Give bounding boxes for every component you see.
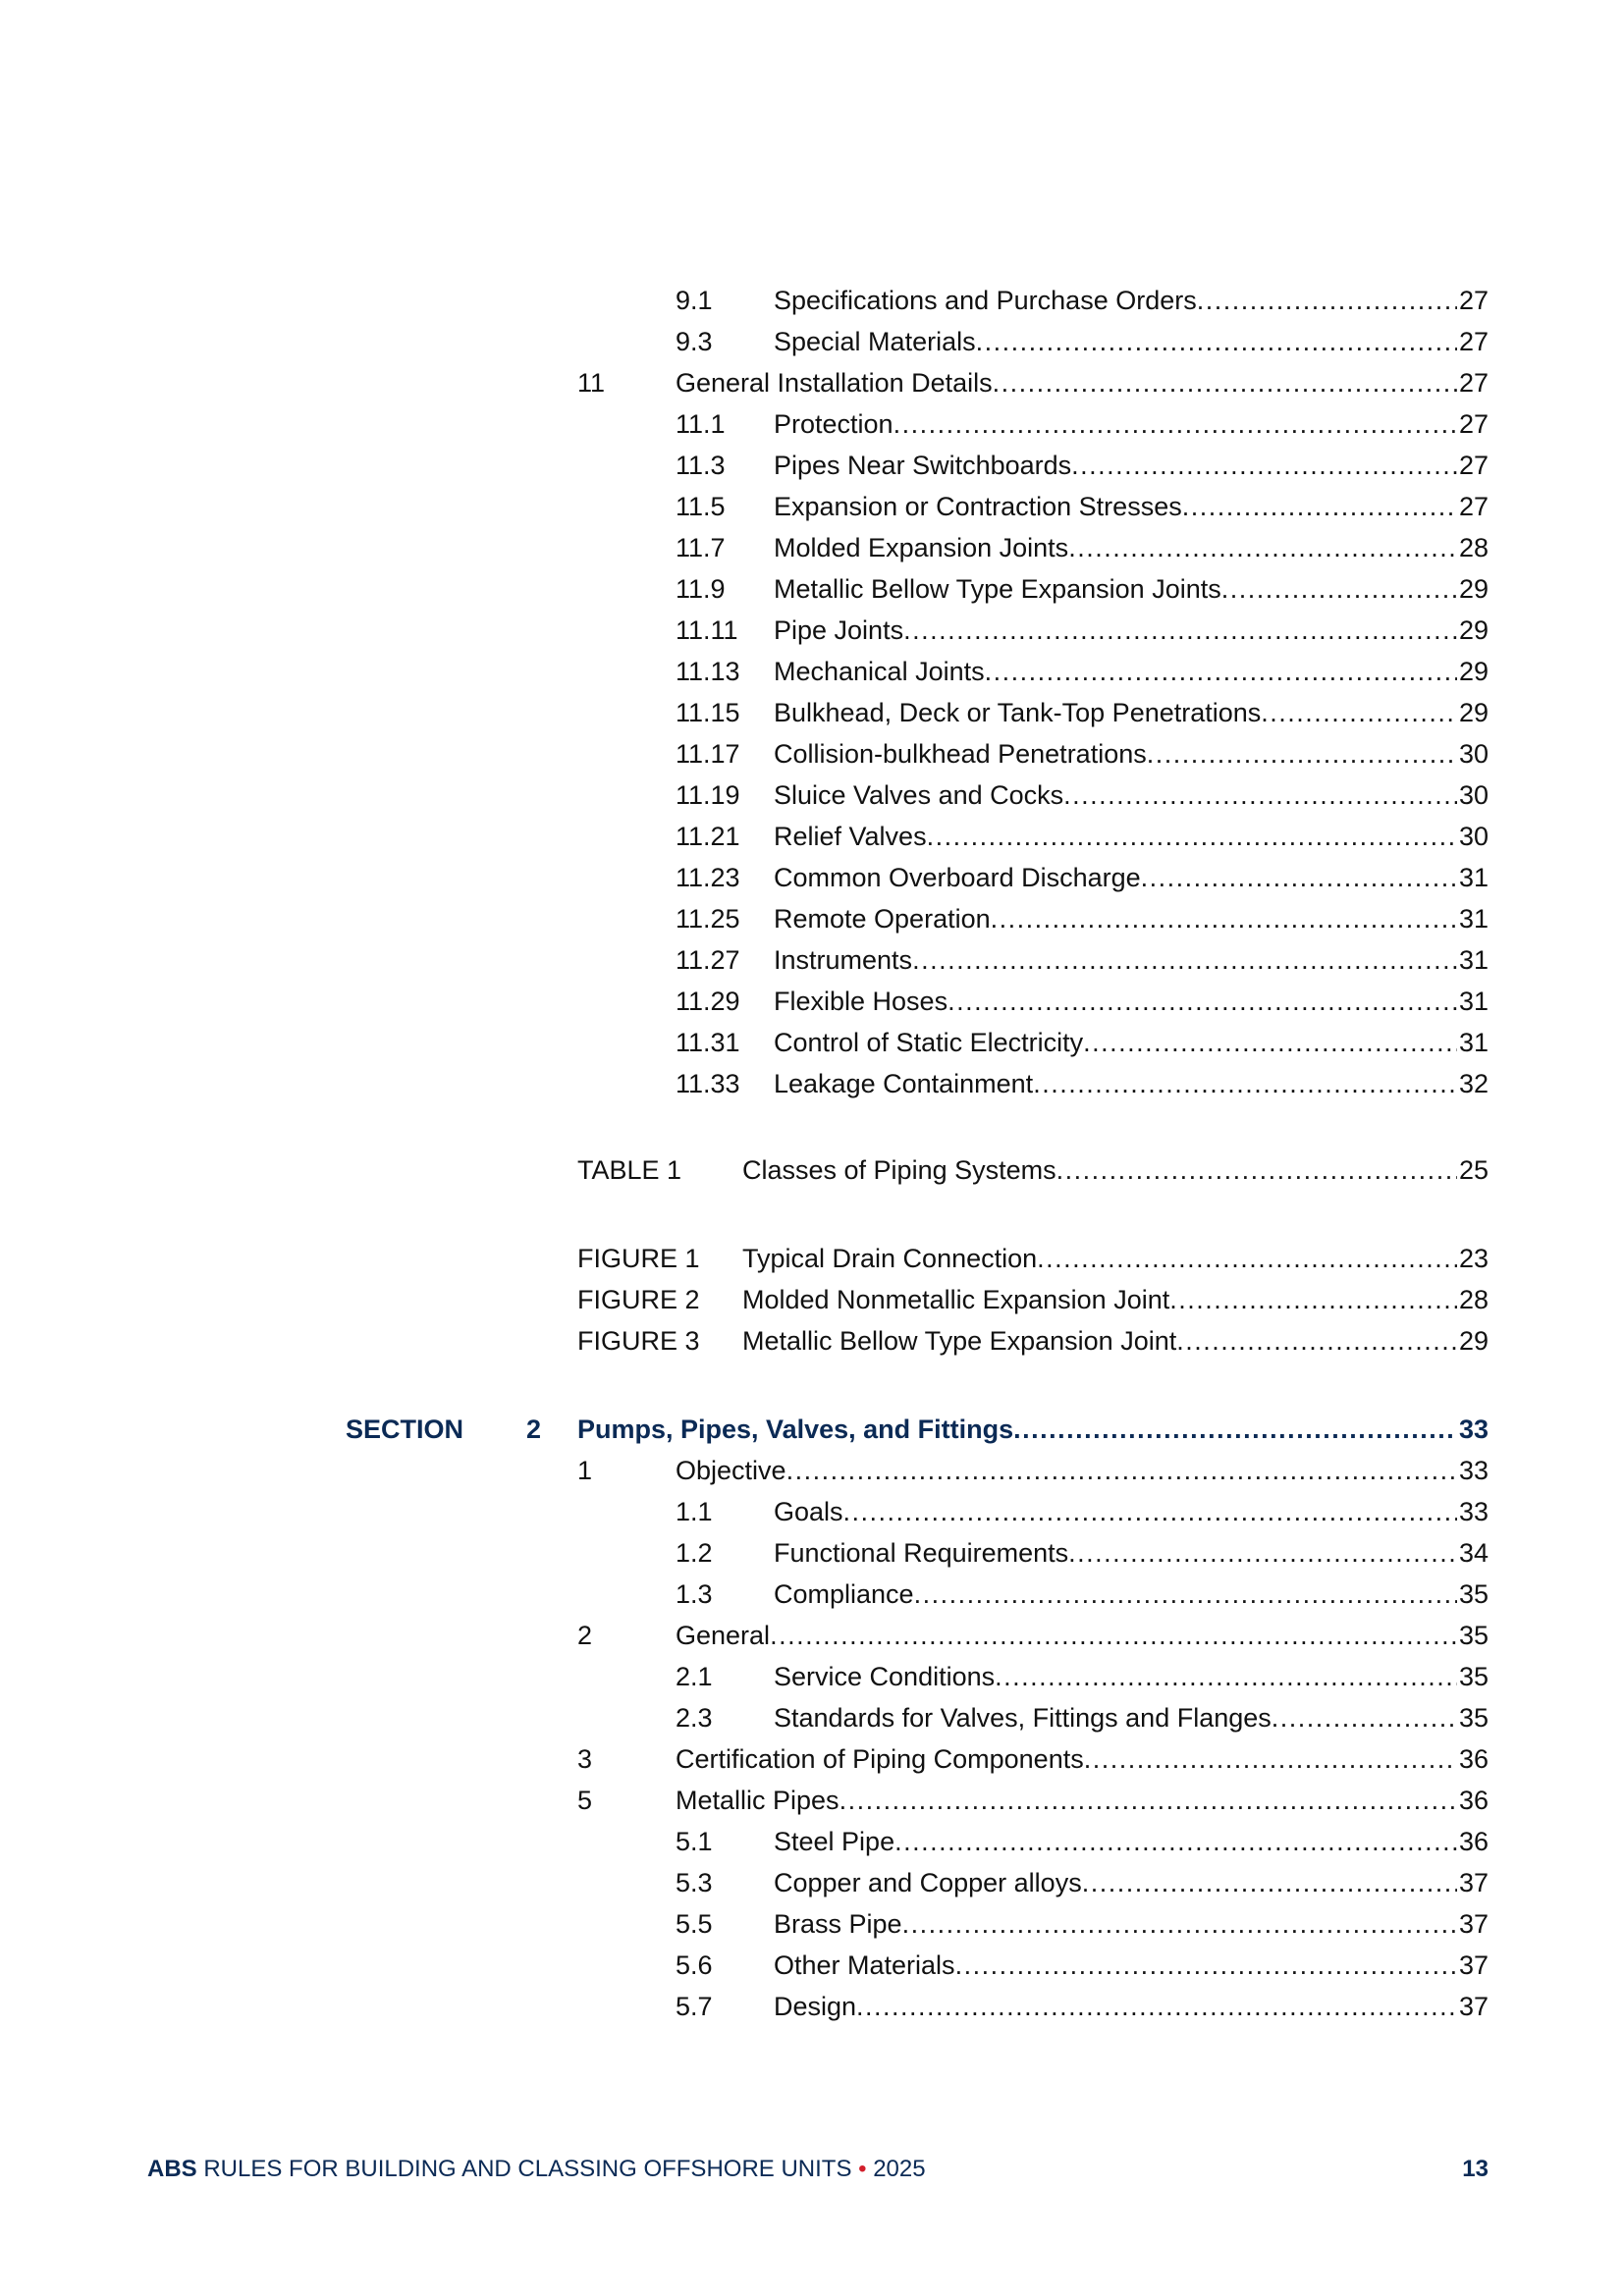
dot-leader [955,1946,1457,1985]
dot-leader [770,1616,1457,1655]
entry-title: Protection [774,409,893,439]
dot-leader [993,363,1457,402]
entry-number: 11.9 [676,574,726,604]
section-label: SECTION [346,1415,464,1444]
entry-number: 11.33 [676,1069,740,1098]
figure-title: Metallic Bellow Type Expansion Joint [742,1326,1177,1356]
dot-leader [893,404,1457,444]
figure-entry[interactable] [577,1321,1489,1361]
entry-number: 5.6 [676,1950,713,1980]
entry-title: Control of Static Electricity [774,1028,1084,1057]
entry-number: 5.7 [676,1992,713,2021]
dot-leader [1169,1280,1457,1319]
toc-entry[interactable] [676,446,1489,485]
section-title: Pumps, Pipes, Valves, and Fittings [577,1415,1014,1444]
toc-entry[interactable] [577,1739,1489,1779]
entry-page: 29 [1458,657,1489,686]
entry-page: 27 [1458,451,1489,480]
entry-page: 31 [1458,904,1489,934]
entry-number: 1 [577,1456,593,1485]
dot-leader [1141,858,1457,897]
dot-leader [1037,1239,1457,1278]
entry-number: 1.1 [676,1497,713,1526]
figure-title: Typical Drain Connection [742,1244,1038,1273]
toc-entry[interactable] [676,775,1489,815]
entry-number: 5.1 [676,1827,713,1856]
dot-leader [1182,487,1457,526]
toc-entry[interactable] [676,322,1489,361]
entry-number: 11.5 [676,492,726,521]
toc-entry[interactable] [577,1781,1489,1820]
entry-number: 2.3 [676,1703,713,1733]
entry-page: 34 [1458,1538,1489,1568]
entry-title: Functional Requirements [774,1538,1069,1568]
dot-leader [894,1822,1457,1861]
entry-title: Flexible Hoses [774,987,948,1016]
entry-title: Common Overboard Discharge [774,863,1141,892]
toc-entry[interactable] [676,1533,1489,1573]
entry-title: Design [774,1992,857,2021]
toc-entry[interactable] [676,1946,1489,1985]
figure-page: 28 [1458,1285,1489,1314]
entry-number: 11.1 [676,409,726,439]
entry-title: Copper and Copper alloys [774,1868,1082,1897]
entry-title: Goals [774,1497,843,1526]
entry-title: Relief Valves [774,822,927,851]
figure-entry[interactable] [577,1239,1489,1278]
entry-page: 33 [1458,1497,1489,1526]
entry-page: 29 [1458,698,1489,727]
entry-page: 36 [1458,1786,1489,1815]
section-heading[interactable] [346,1410,1489,1449]
toc-entry[interactable] [676,899,1489,938]
entry-title: Bulkhead, Deck or Tank-Top Penetrations [774,698,1262,727]
dot-leader [912,940,1457,980]
entry-title: Pipes Near Switchboards [774,451,1072,480]
entry-title: Pipe Joints [774,615,904,645]
figure-entry[interactable] [577,1280,1489,1319]
entry-page: 30 [1458,780,1489,810]
entry-page: 28 [1458,533,1489,562]
entry-number: 11.21 [676,822,740,851]
page-footer [147,2150,1489,2189]
entry-page: 27 [1458,286,1489,315]
dot-leader [856,1987,1457,2026]
dot-leader [1084,1739,1457,1779]
entry-title: Metallic Pipes [676,1786,839,1815]
table-number: TABLE 1 [577,1155,682,1185]
figure-number: FIGURE 3 [577,1326,700,1356]
entry-title: Service Conditions [774,1662,996,1691]
dot-leader [1176,1321,1457,1361]
dot-leader [1147,734,1457,774]
toc-entry[interactable] [676,1575,1489,1614]
entry-page: 29 [1458,615,1489,645]
entry-page: 31 [1458,945,1489,975]
entry-number: 1.3 [676,1579,713,1609]
entry-number: 11.15 [676,698,740,727]
toc-entry[interactable] [676,1863,1489,1902]
entry-title: Expansion or Contraction Stresses [774,492,1182,521]
entry-page: 37 [1458,1950,1489,1980]
toc-entry[interactable] [676,1064,1489,1103]
toc-entry[interactable] [676,1492,1489,1531]
dot-leader [1082,1863,1457,1902]
entry-number: 9.1 [676,286,713,315]
entry-page: 30 [1458,739,1489,769]
entry-number: 11.25 [676,904,740,934]
entry-page: 27 [1458,492,1489,521]
dot-leader [1272,1698,1457,1737]
entry-title: Standards for Valves, Fittings and Flanges [774,1703,1272,1733]
entry-number: 5 [577,1786,593,1815]
dot-leader [1013,1410,1457,1449]
entry-number: 11.29 [676,987,740,1016]
toc-entry[interactable] [676,858,1489,897]
toc-entry[interactable] [676,982,1489,1021]
toc-entry[interactable] [676,734,1489,774]
entry-number: 11.23 [676,863,740,892]
entry-title: Leakage Containment [774,1069,1034,1098]
entry-page: 32 [1458,1069,1489,1098]
entry-title: Collision-bulkhead Penetrations [774,739,1147,769]
entry-page: 31 [1458,987,1489,1016]
abs-logo: ABS [147,2156,197,2182]
entry-number: 11.31 [676,1028,740,1057]
table-title: Classes of Piping Systems [742,1155,1056,1185]
entry-title: Instruments [774,945,913,975]
toc-entry[interactable] [676,1698,1489,1737]
entry-number: 11.27 [676,945,740,975]
toc-entry[interactable] [577,1616,1489,1655]
entry-page: 37 [1458,1909,1489,1939]
toc-entry[interactable] [676,1987,1489,2026]
figure-page: 29 [1458,1326,1489,1356]
entry-title: Mechanical Joints [774,657,985,686]
dot-leader [1197,281,1457,320]
entry-number: 2 [577,1621,593,1650]
entry-page: 27 [1458,327,1489,356]
entry-page: 37 [1458,1992,1489,2021]
toc-entry[interactable] [676,940,1489,980]
section-number: 2 [526,1415,542,1444]
entry-title: Metallic Bellow Type Expansion Joints [774,574,1221,604]
entry-number: 3 [577,1744,593,1774]
entry-page: 35 [1458,1579,1489,1609]
toc-entry[interactable] [676,1904,1489,1944]
footer-bullet: • [858,2156,867,2182]
entry-number: 11.7 [676,533,726,562]
toc-entry[interactable] [676,611,1489,650]
toc-entry[interactable] [676,1657,1489,1696]
dot-leader [1056,1150,1457,1190]
toc-entry[interactable] [577,363,1489,402]
entry-page: 27 [1458,368,1489,398]
dot-leader [1068,1533,1457,1573]
footer-title [147,2150,926,2189]
entry-page: 35 [1458,1703,1489,1733]
entry-page: 35 [1458,1662,1489,1691]
table-page: 25 [1458,1155,1489,1185]
entry-title: Certification of Piping Components [676,1744,1084,1774]
toc-entry[interactable] [577,1451,1489,1490]
page-number: 13 [1462,2156,1489,2182]
dot-leader [839,1781,1457,1820]
footer-year: 2025 [873,2156,926,2182]
entry-title: General [676,1621,771,1650]
figure-title: Molded Nonmetallic Expansion Joint [742,1285,1170,1314]
entry-title: Special Materials [774,327,976,356]
toc-entry[interactable] [676,693,1489,732]
figure-number: FIGURE 2 [577,1285,700,1314]
entry-title: Specifications and Purchase Orders [774,286,1197,315]
entry-title: Objective [676,1456,786,1485]
entry-title: General Installation Details [676,368,993,398]
toc-entry[interactable] [676,1023,1489,1062]
table-entry[interactable] [577,1150,1489,1190]
entry-number: 1.2 [676,1538,713,1568]
entry-title: Brass Pipe [774,1909,902,1939]
entry-page: 27 [1458,409,1489,439]
dot-leader [927,817,1457,856]
dot-leader [1083,1023,1457,1062]
dot-leader [947,982,1457,1021]
footer-rules-title: RULES FOR BUILDING AND CLASSING OFFSHORE UNITS [203,2156,852,2182]
entry-page: 33 [1458,1456,1489,1485]
dot-leader [1261,693,1457,732]
entry-title: Remote Operation [774,904,991,934]
figure-page: 23 [1458,1244,1489,1273]
dot-leader [903,611,1457,650]
figure-number: FIGURE 1 [577,1244,700,1273]
entry-page: 37 [1458,1868,1489,1897]
entry-page: 29 [1458,574,1489,604]
entry-title: Compliance [774,1579,914,1609]
toc-entry[interactable] [676,404,1489,444]
entry-number: 5.3 [676,1868,713,1897]
dot-leader [1071,446,1457,485]
entry-title: Steel Pipe [774,1827,895,1856]
toc-entry[interactable] [676,281,1489,320]
entry-page: 35 [1458,1621,1489,1650]
section-page: 33 [1458,1415,1489,1444]
toc-entry[interactable] [676,487,1489,526]
dot-leader [1068,528,1457,567]
toc-entry[interactable] [676,817,1489,856]
dot-leader [995,1657,1457,1696]
dot-leader [914,1575,1457,1614]
entry-title: Sluice Valves and Cocks [774,780,1064,810]
entry-page: 30 [1458,822,1489,851]
entry-number: 11.13 [676,657,740,686]
entry-number: 9.3 [676,327,713,356]
dot-leader [786,1451,1457,1490]
toc-entry[interactable] [676,1822,1489,1861]
dot-leader [843,1492,1457,1531]
entry-title: Molded Expansion Joints [774,533,1069,562]
toc-entry[interactable] [676,528,1489,567]
dot-leader [985,652,1457,691]
dot-leader [976,322,1457,361]
entry-title: Other Materials [774,1950,955,1980]
entry-page: 36 [1458,1827,1489,1856]
toc-entry[interactable] [676,652,1489,691]
entry-number: 2.1 [676,1662,713,1691]
entry-number: 11.3 [676,451,726,480]
entry-number: 11.19 [676,780,740,810]
entry-number: 5.5 [676,1909,713,1939]
dot-leader [1033,1064,1457,1103]
entry-number: 11 [577,368,606,398]
dot-leader [991,899,1457,938]
dot-leader [1063,775,1457,815]
dot-leader [1221,569,1457,609]
dot-leader [902,1904,1457,1944]
entry-page: 36 [1458,1744,1489,1774]
entry-number: 11.11 [676,615,738,645]
entry-number: 11.17 [676,739,740,769]
entry-page: 31 [1458,1028,1489,1057]
toc-entry[interactable] [676,569,1489,609]
entry-page: 31 [1458,863,1489,892]
